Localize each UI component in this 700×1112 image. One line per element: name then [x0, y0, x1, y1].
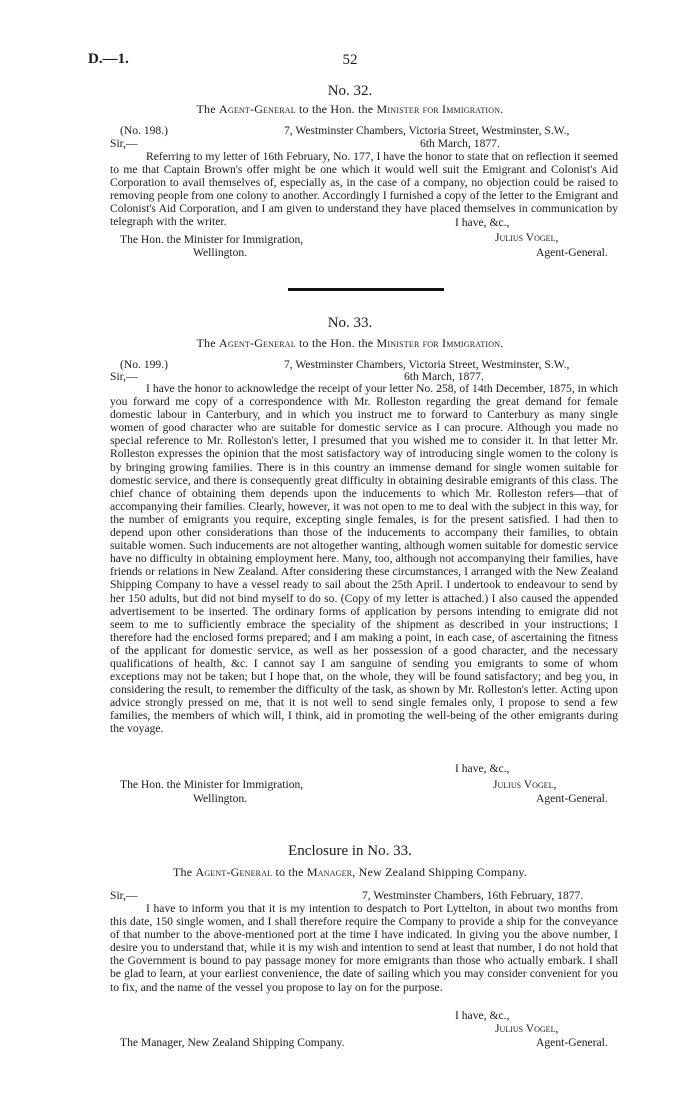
- heading-middle: to the Hon. the: [295, 336, 377, 350]
- heading-middle: to the: [272, 865, 307, 879]
- letter-33-heading: The Agent-General to the Hon. the Minister for Immigration.: [196, 336, 504, 350]
- letter-33-ref: (No. 199.): [120, 358, 168, 371]
- letter-32-heading: The Agent-General to the Hon. the Minister for Immigration.: [196, 102, 504, 116]
- letter-32-signature-title: Agent-General.: [536, 246, 608, 259]
- letter-33-addressee-1: The Hon. the Minister for Immigration,: [120, 778, 304, 791]
- enclosure-salutation: Sir,—: [110, 889, 138, 902]
- letter-33-signature: Julius Vogel,: [493, 778, 557, 791]
- enclosure-body: I have to inform you that it is my intention to despatch to Port Lyttelton, in about two months from this date, 150 single women, and I shall therefore require the Company to provide a ship for the conveyance of that number to the above-mentioned port at the time I have indicated. In giving you the above number, I desire you to understand that, while it is my wish and intention to send at least that number, I do not hold that the Government is bound to pay passage money for more emigrants than those who actually embark. I shall be glad to learn, at your earliest convenience, the date of sailing which you may consider convenient for you to fix, and the name of the vessel you propose to lay on for the purpose.: [110, 902, 618, 994]
- heading-recipient: Minister for Immigration: [376, 102, 501, 116]
- heading-middle: to the Hon. the: [295, 102, 377, 116]
- enclosure-title: Enclosure in No. 33.: [288, 843, 412, 859]
- enclosure-closing: I have, &c.,: [455, 1009, 510, 1022]
- letter-32-body: Referring to my letter of 16th February, No. 177, I have the honor to state that on reflection it seemed to me that Captain Brown's offer might be one which it would well suit the Emigrant and Colonist's Aid Corporation to avail themselves of, especially as, in the case of a company, no objection could be raised to removing people from one colony to another. Accordingly I furnished a copy of the letter to the Emigrant and Colonist's Aid Corporation, and I am given to understand they have placed themselves in communication by telegraph with the writer.: [110, 150, 618, 229]
- heading-prefix: The: [196, 102, 219, 116]
- letter-32-closing: I have, &c.,: [455, 216, 510, 229]
- heading-recipient: Minister for Immigration: [376, 336, 501, 350]
- enclosure-heading: [0, 865, 700, 880]
- letter-33-body: I have the honor to acknowledge the receipt of your letter No. 258, of 14th December, 1875, in which you forward me copy of a correspondence with Mr. Rolleston regarding the great demand for female domestic labour in Canterbury, and in which you instruct me to forward to Canterbury as many single women of good character who are suitable for domestic service as I can procure. Although you made no special reference to Mr. Rolleston's letter, I presumed that you wished me to consider it. In that letter Mr. Rolleston expresses the opinion that the most satisfactory way of introducing single women to the colony is by bringing growing families. There is in this country an immense demand for single women suitable for domestic service, and there is consequently great difficulty in obtaining desirable emigrants of this class. The chief chance of obtaining them depends upon the inducements to which Mr. Rolleston refers—that of accompanying their families. Clearly, however, it was not open to me to deal with the subject in this way, for the number of emigrants you require, excepting single females, is for the present satisfied. I had then to depend upon other considerations than those of the inducements to accompany their families, to obtain suitable women. Such inducements are not altogether wanting, although women suitable for domestic service have no difficulty in obtaining employment here. Many, too, although not accompanying their families, have friends or relations in New Zealand. After considering these circumstances, I arranged with the New Zealand Shipping Company to have a vessel ready to sail about the 25th April. I undertook to endeavour to send by her 150 adults, but did not bind myself to do so. (Copy of my letter is attached.) I also caused the appended advertisement to be inserted. The ordinary forms of application by persons intending to emigrate did not seem to me to sufficiently embrace the speciality of the shipment as described in your instructions; I therefore had the enclosed forms prepared; and I am making a point, in each case, of ascertaining the fitness of the applicant for domestic service, as well as her possession of a good character, and the necessary qualifications of health, &c. I cannot say I am sanguine of sending you emigrants to some of whom exceptions may not be taken; but I hope that, on the whole, they will be found satisfactory; and beg you, in considering the result, to remember the difficulty of the task, as shown by Mr. Rolleston's letter. Acting upon advice strongly pressed on me, that it is not well to send single females only, I propose to send a few families, the members of which will, I think, aid in promoting the well-being of the other emigrants during the voyage.: [110, 382, 618, 736]
- heading-sender: Agent-General: [219, 102, 296, 116]
- letter-33-closing: I have, &c.,: [455, 762, 510, 775]
- enclosure-signature-title: Agent-General.: [536, 1036, 608, 1049]
- letter-32-signature: Julius Vogel,: [495, 231, 559, 244]
- enclosure-signature: Julius Vogel,: [495, 1022, 559, 1035]
- letter-33-signature-title: Agent-General.: [536, 792, 608, 805]
- heading-recipient: Manager: [306, 865, 353, 879]
- letter-33-address: 7, Westminster Chambers, Victoria Street, Westminster, S.W.,: [284, 358, 570, 371]
- letter-32-address: 7, Westminster Chambers, Victoria Street, Westminster, S.W.,: [284, 124, 570, 137]
- heading-prefix: The: [196, 336, 219, 350]
- letter-32-date: 6th March, 1877.: [420, 137, 500, 150]
- letter-33-date: 6th March, 1877.: [404, 370, 484, 383]
- heading-sender: Agent-General: [219, 336, 296, 350]
- heading-suffix: , New Zealand Shipping Company.: [352, 865, 528, 879]
- letter-32-number: No. 32.: [327, 83, 373, 99]
- enclosure-address-date: 7, Westminster Chambers, 16th February, 1877.: [362, 889, 584, 902]
- heading-sender: Agent-General: [195, 865, 273, 879]
- section-divider: [288, 288, 444, 291]
- enclosure-addressee: The Manager, New Zealand Shipping Company.: [120, 1036, 345, 1049]
- heading-prefix: The: [172, 865, 196, 879]
- letter-33-salutation: Sir,—: [110, 370, 138, 383]
- document-reference: D.—1.: [88, 51, 129, 67]
- letter-32-addressee-1: The Hon. the Minister for Immigration,: [120, 233, 304, 246]
- letter-32-salutation: Sir,—: [110, 137, 138, 150]
- letter-33-number: No. 33.: [327, 315, 373, 331]
- letter-32-ref: (No. 198.): [120, 124, 168, 137]
- letter-33-addressee-2: Wellington.: [193, 792, 248, 805]
- letter-32-addressee-2: Wellington.: [193, 246, 248, 259]
- page-number: 52: [342, 52, 358, 68]
